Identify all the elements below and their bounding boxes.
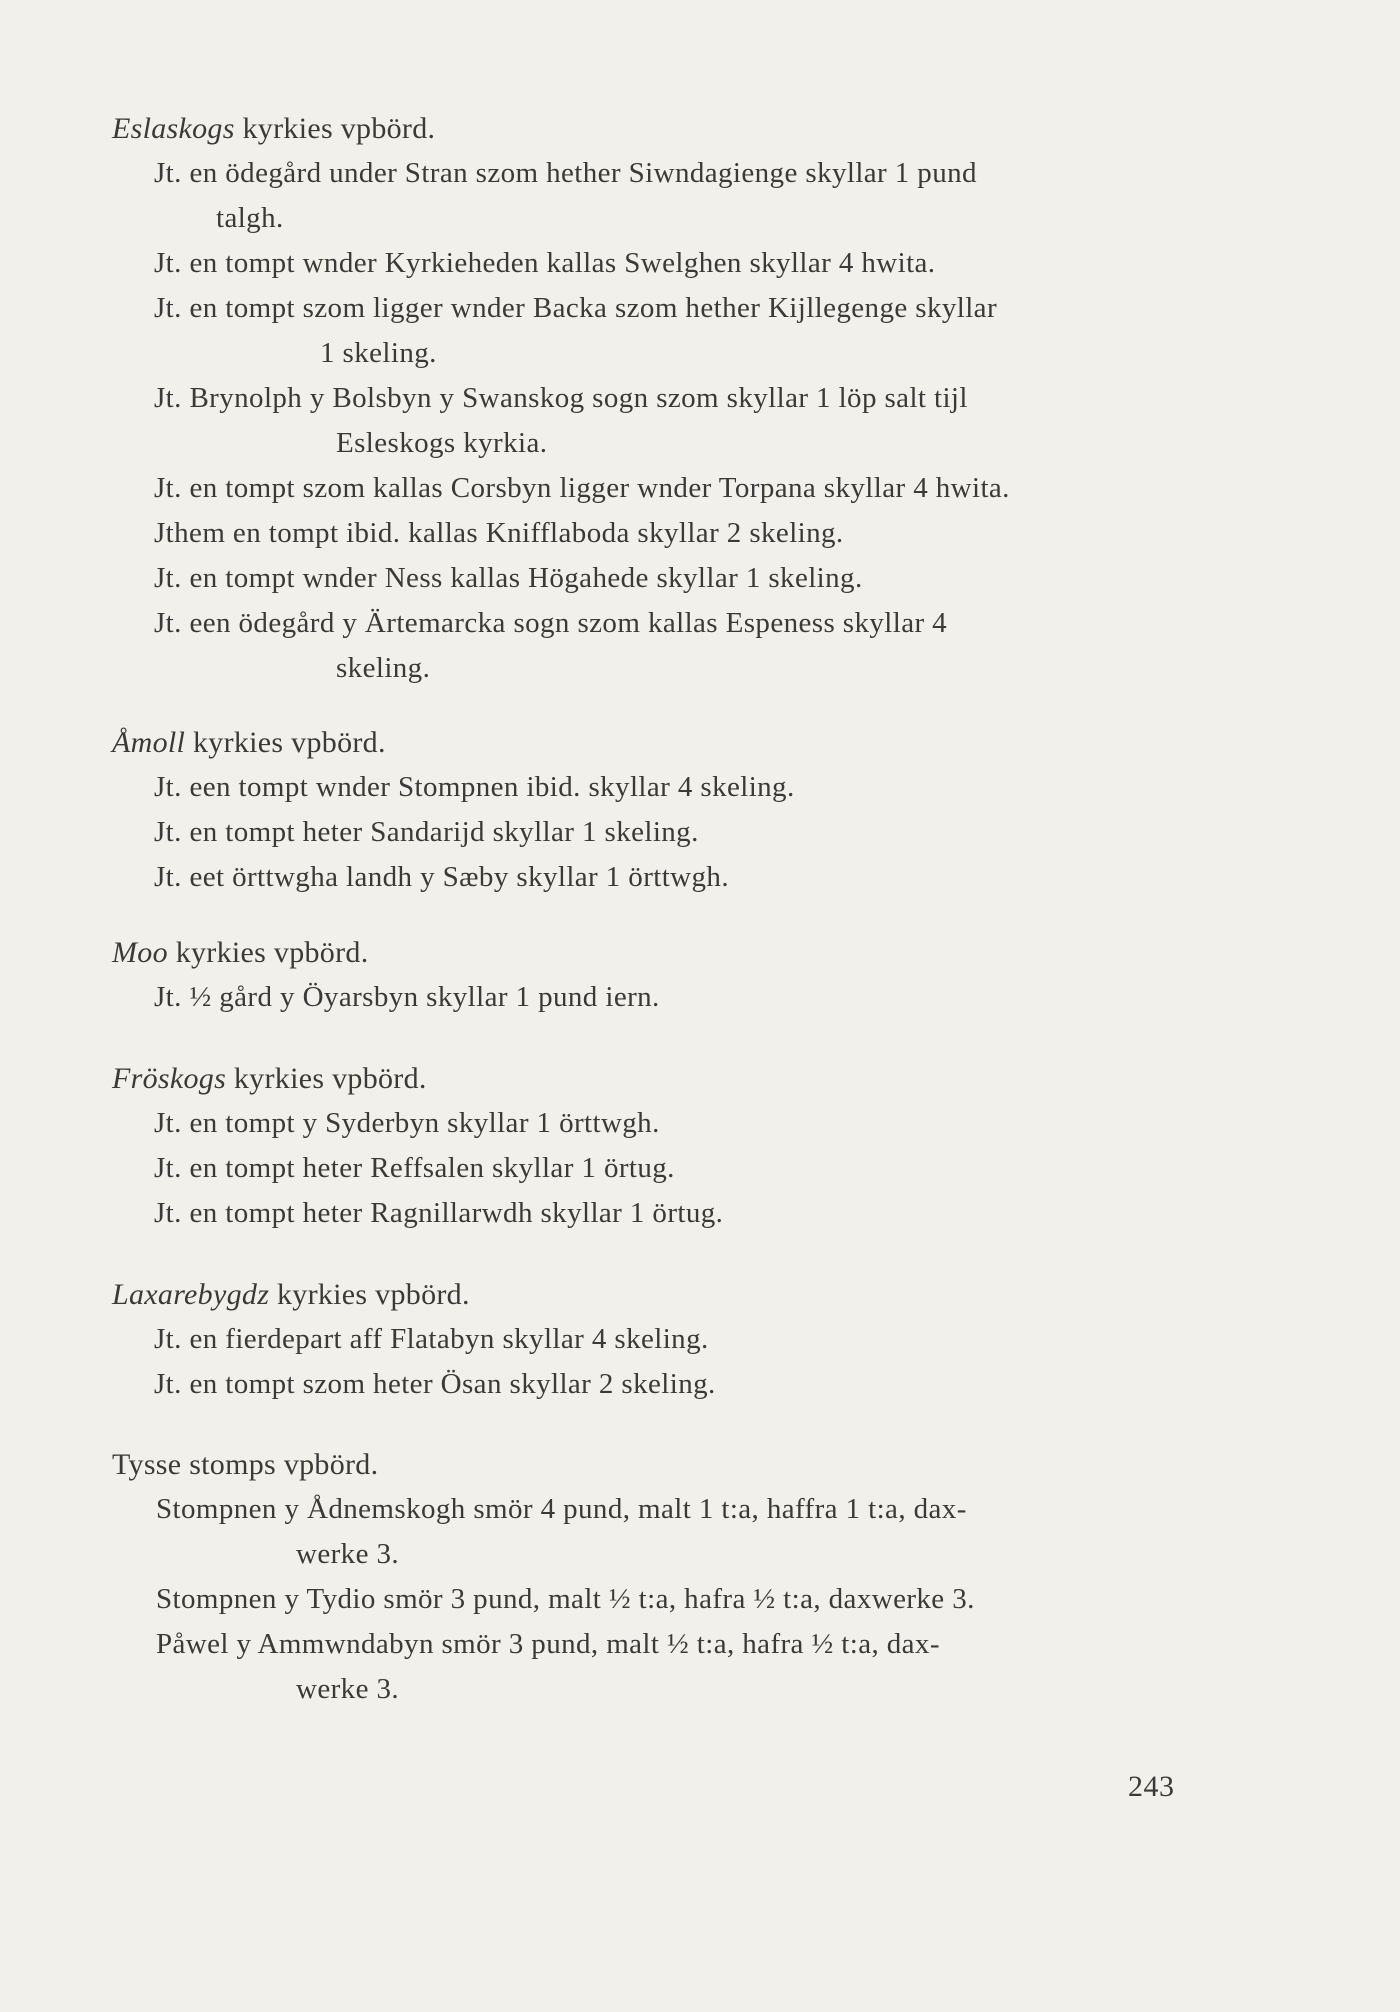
parish-name: Moo	[112, 936, 168, 969]
entry-line: Jt. Brynolph y Bolsbyn y Swanskog sogn szom skyllar 1 löp salt tijl	[154, 382, 968, 414]
entry-line: Jt. en tompt y Syderbyn skyllar 1 örttwgh.	[154, 1107, 660, 1139]
entry-continuation: talgh.	[216, 202, 284, 234]
entry-line: Jt. en tompt wnder Ness kallas Högahede skyllar 1 skeling.	[154, 562, 863, 594]
entry	[154, 765, 1192, 810]
entry	[154, 1191, 1192, 1236]
entry	[154, 975, 1192, 1020]
entry	[154, 1146, 1192, 1191]
entry-line: Jt. ½ gård y Öyarsbyn skyllar 1 pund iern.	[154, 981, 660, 1013]
entry	[156, 1622, 1192, 1712]
heading-text: Tysse stomps vpbörd.	[112, 1448, 379, 1481]
entry-line: Stompnen y Tydio smör 3 pund, malt ½ t:a, hafra ½ t:a, daxwerke 3.	[156, 1583, 975, 1615]
heading-text: kyrkies vpbörd.	[167, 936, 369, 969]
entry	[156, 1577, 1192, 1622]
entry-line: Stompnen y Ådnemskogh smör 4 pund, malt 1 t:a, haffra 1 t:a, dax-	[156, 1493, 967, 1525]
section-heading	[112, 720, 1192, 765]
entry	[154, 855, 1192, 900]
entry-line: Jt. eet örttwgha landh y Sæby skyllar 1 örttwgh.	[154, 861, 729, 893]
parish-name: Åmoll	[112, 726, 186, 759]
heading-text: kyrkies vpbörd.	[234, 112, 436, 145]
section-laxarebygdz	[112, 1272, 1192, 1407]
entry-line: Jt. en tompt wnder Kyrkieheden kallas Swelghen skyllar 4 hwita.	[154, 247, 936, 279]
section-heading	[112, 1272, 1192, 1317]
parish-name: Fröskogs	[112, 1062, 227, 1095]
section-moo	[112, 930, 1192, 1020]
entry-line: Jt. en tompt heter Reffsalen skyllar 1 örtug.	[154, 1152, 675, 1184]
entry	[154, 556, 1192, 601]
entry	[154, 466, 1192, 511]
entry-continuation: Esleskogs kyrkia.	[336, 427, 548, 459]
entry-continuation: werke 3.	[296, 1538, 400, 1570]
entry	[154, 511, 1192, 556]
section-froskogs	[112, 1056, 1192, 1236]
entry	[154, 376, 1192, 466]
parish-name: Eslaskogs	[112, 112, 235, 145]
entry	[154, 810, 1192, 855]
entry	[154, 1362, 1192, 1407]
heading-text: kyrkies vpbörd.	[226, 1062, 427, 1095]
entry-line: Jt. een tompt wnder Stompnen ibid. skyllar 4 skeling.	[154, 771, 795, 803]
section-heading	[112, 930, 1192, 975]
entry-line: Påwel y Ammwndabyn smör 3 pund, malt ½ t:a, hafra ½ t:a, dax-	[156, 1628, 940, 1660]
entry-line: Jt. en tompt heter Sandarijd skyllar 1 skeling.	[154, 816, 699, 848]
entry-line: Jthem en tompt ibid. kallas Knifflaboda skyllar 2 skeling.	[154, 517, 844, 549]
entry	[154, 1317, 1192, 1362]
entry-line: Jt. en fierdepart aff Flatabyn skyllar 4 skeling.	[154, 1323, 709, 1355]
heading-text: kyrkies vpbörd.	[185, 726, 386, 759]
entry-continuation: werke 3.	[296, 1673, 400, 1705]
section-amoll	[112, 720, 1192, 900]
entry-line: Jt. en tompt szom heter Ösan skyllar 2 skeling.	[154, 1368, 716, 1400]
entry-line: Jt. en tompt heter Ragnillarwdh skyllar 1 örtug.	[154, 1197, 724, 1229]
entry	[154, 1101, 1192, 1146]
entry-line: Jt. een ödegård y Ärtemarcka sogn szom kallas Espeness skyllar 4	[154, 607, 948, 639]
heading-text: kyrkies vpbörd.	[269, 1278, 470, 1311]
section-heading	[112, 1442, 1192, 1487]
parish-name: Laxarebygdz	[112, 1278, 270, 1311]
entry	[154, 151, 1192, 241]
section-heading	[112, 106, 1192, 151]
entry-line: Jt. en ödegård under Stran szom hether Siwndagienge skyllar 1 pund	[154, 157, 977, 189]
section-tysse-stomps	[112, 1442, 1192, 1712]
section-eslaskogs	[112, 106, 1192, 691]
page-number: 243	[1128, 1770, 1175, 1803]
section-heading	[112, 1056, 1192, 1101]
entry-continuation: skeling.	[336, 652, 431, 684]
entry-line: Jt. en tompt szom ligger wnder Backa szom hether Kijllegenge skyllar	[154, 292, 998, 324]
entry	[154, 286, 1192, 376]
entry	[154, 601, 1192, 691]
entry	[156, 1487, 1192, 1577]
entry-continuation: 1 skeling.	[320, 337, 437, 369]
entry	[154, 241, 1192, 286]
entry-line: Jt. en tompt szom kallas Corsbyn ligger wnder Torpana skyllar 4 hwita.	[154, 472, 1010, 504]
